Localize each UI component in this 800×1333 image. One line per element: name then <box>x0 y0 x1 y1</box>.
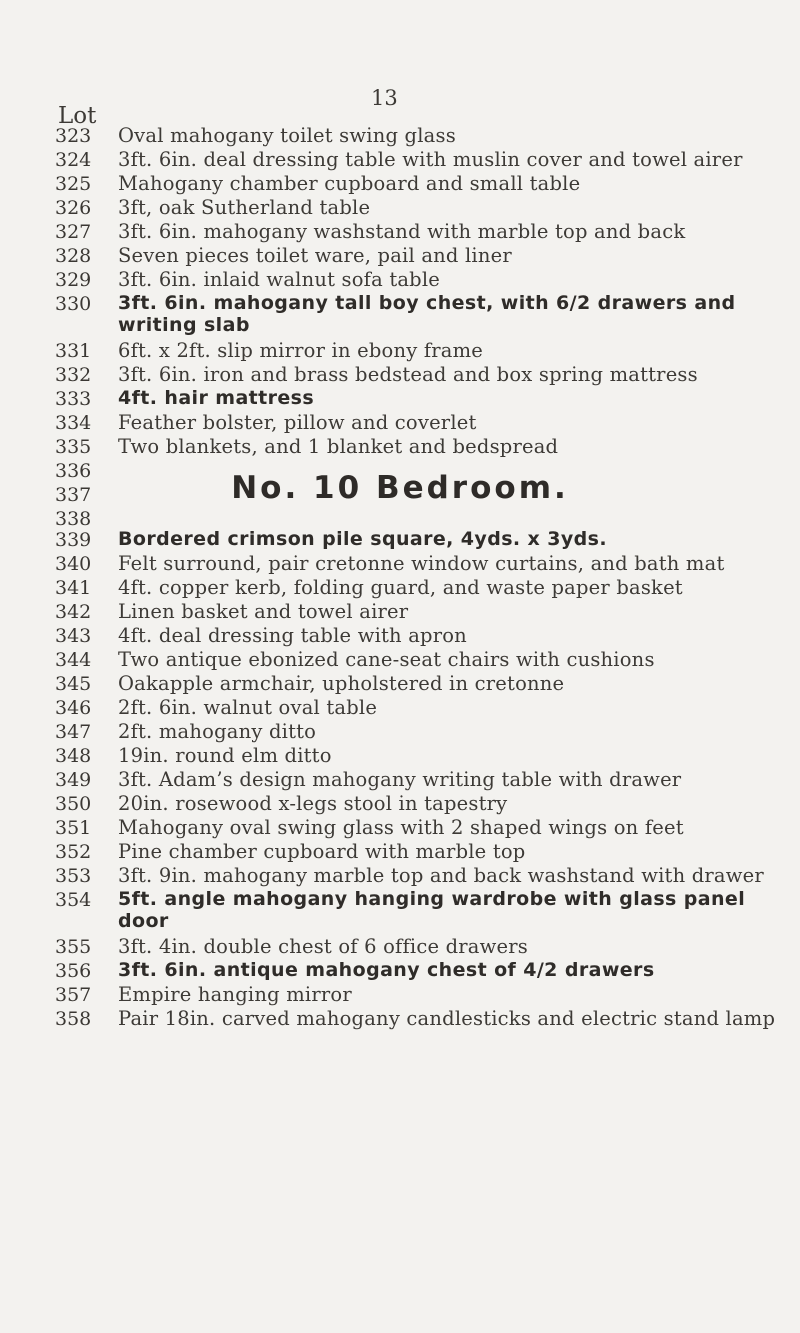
lot-row <box>55 148 785 172</box>
lot-number: 336 <box>55 460 92 482</box>
lot-row <box>55 864 785 888</box>
lot-number: 345 <box>55 673 92 695</box>
lot-description: 4ft. copper kerb, folding guard, and waste paper basket <box>118 576 683 599</box>
lot-number: 328 <box>55 245 92 267</box>
lot-number: 323 <box>55 125 92 147</box>
lot-row <box>55 983 785 1007</box>
lot-description: 3ft. 6in. mahogany washstand with marble top and back <box>118 220 686 243</box>
lot-row <box>55 935 785 959</box>
lot-description: Bordered crimson pile square, 4yds. x 3yds. <box>118 528 607 550</box>
lot-description: 6ft. x 2ft. slip mirror in ebony frame <box>118 339 484 362</box>
lot-description: 2ft. mahogany ditto <box>118 720 317 743</box>
lot-description: Linen basket and towel airer <box>118 600 409 623</box>
lot-row <box>55 816 785 840</box>
lot-number: 350 <box>55 793 92 815</box>
lot-description: Pair 18in. carved mahogany candlesticks and electric stand lamp <box>118 1007 776 1030</box>
lot-description: 3ft. 6in. inlaid walnut sofa table <box>118 268 441 291</box>
page-number: 13 <box>371 86 398 110</box>
lot-number: 358 <box>55 1008 92 1030</box>
lot-description: 3ft. 6in. antique mahogany chest of 4/2 drawers <box>118 959 655 981</box>
lot-row <box>55 528 785 552</box>
lot-row <box>55 196 785 220</box>
lot-number: 332 <box>55 364 92 386</box>
lot-number: 334 <box>55 412 92 434</box>
lot-number: 335 <box>55 436 92 458</box>
lot-number: 340 <box>55 553 92 575</box>
lot-row <box>55 744 785 768</box>
lot-row <box>55 411 785 435</box>
lot-row <box>55 124 785 148</box>
lot-number: 342 <box>55 601 92 623</box>
lot-number: 329 <box>55 269 92 291</box>
lot-number: 346 <box>55 697 92 719</box>
lot-row <box>55 435 785 459</box>
lot-number: 351 <box>55 817 92 839</box>
lot-row <box>55 840 785 864</box>
lot-row <box>55 387 785 411</box>
lot-description: Oval mahogany toilet swing glass <box>118 124 456 147</box>
lot-number: 330 <box>55 293 92 315</box>
lot-number: 357 <box>55 984 92 1006</box>
lot-row <box>55 648 785 672</box>
lot-column-header: Lot <box>58 103 97 129</box>
lot-description: 2ft. 6in. walnut oval table <box>118 696 378 719</box>
lot-description: 3ft. 9in. mahogany marble top and back washstand with drawer <box>118 864 764 887</box>
lot-number: 352 <box>55 841 92 863</box>
lot-number: 348 <box>55 745 92 767</box>
lot-description: 3ft. 6in. deal dressing table with muslin cover and towel airer <box>118 148 743 171</box>
lot-row <box>55 696 785 720</box>
lot-description: 3ft. Adam’s design mahogany writing table with drawer <box>118 768 682 791</box>
section-title: No. 10 Bedroom. <box>231 470 569 506</box>
lot-row <box>55 339 785 363</box>
lot-description: Mahogany oval swing glass with 2 shaped wings on feet <box>118 816 684 839</box>
lot-row <box>55 292 785 339</box>
lot-number: 327 <box>55 221 92 243</box>
lot-row <box>55 552 785 576</box>
lot-number: 341 <box>55 577 92 599</box>
lot-row <box>55 220 785 244</box>
lot-row <box>55 1007 785 1054</box>
lot-number: 347 <box>55 721 92 743</box>
lot-number: 356 <box>55 960 92 982</box>
lot-number: 355 <box>55 936 92 958</box>
lot-description: Oakapple armchair, upholstered in cretonne <box>118 672 565 695</box>
lot-row <box>55 244 785 268</box>
lot-description: 3ft, oak Sutherland table <box>118 196 371 219</box>
lot-description: 5ft. angle mahogany hanging wardrobe with glass panel door <box>118 888 746 932</box>
lot-description: 3ft. 4in. double chest of 6 office drawers <box>118 935 528 958</box>
lot-number: 324 <box>55 149 92 171</box>
lot-number: 337 <box>55 484 92 506</box>
lot-number: 338 <box>55 508 92 530</box>
lot-row <box>55 672 785 696</box>
lot-description: Felt surround, pair cretonne window curtains, and bath mat <box>118 552 725 575</box>
lot-description: Pine chamber cupboard with marble top <box>118 840 526 863</box>
lot-description: 3ft. 6in. iron and brass bedstead and box spring mattress <box>118 363 698 386</box>
lot-row <box>55 363 785 387</box>
lot-row <box>55 624 785 648</box>
lot-row <box>55 576 785 600</box>
lot-description: 3ft. 6in. mahogany tall boy chest, with 6/2 drawers and writing slab <box>118 292 736 336</box>
lot-row <box>55 792 785 816</box>
lot-number: 331 <box>55 340 92 362</box>
lot-description: Two blankets, and 1 blanket and bedspread <box>118 435 559 458</box>
lot-number: 343 <box>55 625 92 647</box>
lot-number: 354 <box>55 889 92 911</box>
lot-row <box>55 768 785 792</box>
lot-row <box>55 888 785 935</box>
lot-description: Two antique ebonized cane-seat chairs with cushions <box>118 648 655 671</box>
lot-number: 349 <box>55 769 92 791</box>
lot-number: 326 <box>55 197 92 219</box>
lot-description: Feather bolster, pillow and coverlet <box>118 411 477 434</box>
lot-description: 19in. round elm ditto <box>118 744 332 767</box>
lot-row <box>55 720 785 744</box>
lot-row <box>55 600 785 624</box>
lot-number: 325 <box>55 173 92 195</box>
lot-description: 20in. rosewood x-legs stool in tapestry <box>118 792 508 815</box>
lot-number: 333 <box>55 388 92 410</box>
lot-description: Empire hanging mirror <box>118 983 352 1006</box>
lot-description: 4ft. deal dressing table with apron <box>118 624 467 647</box>
lot-description: Mahogany chamber cupboard and small table <box>118 172 581 195</box>
lot-list-section-2 <box>55 528 785 1054</box>
lot-description: Seven pieces toilet ware, pail and liner <box>118 244 512 267</box>
lot-number: 344 <box>55 649 92 671</box>
lot-row <box>55 172 785 196</box>
lot-row <box>55 959 785 983</box>
lot-number: 353 <box>55 865 92 887</box>
lot-description: 4ft. hair mattress <box>118 387 315 409</box>
lot-number: 339 <box>55 529 92 551</box>
lot-row <box>55 268 785 292</box>
